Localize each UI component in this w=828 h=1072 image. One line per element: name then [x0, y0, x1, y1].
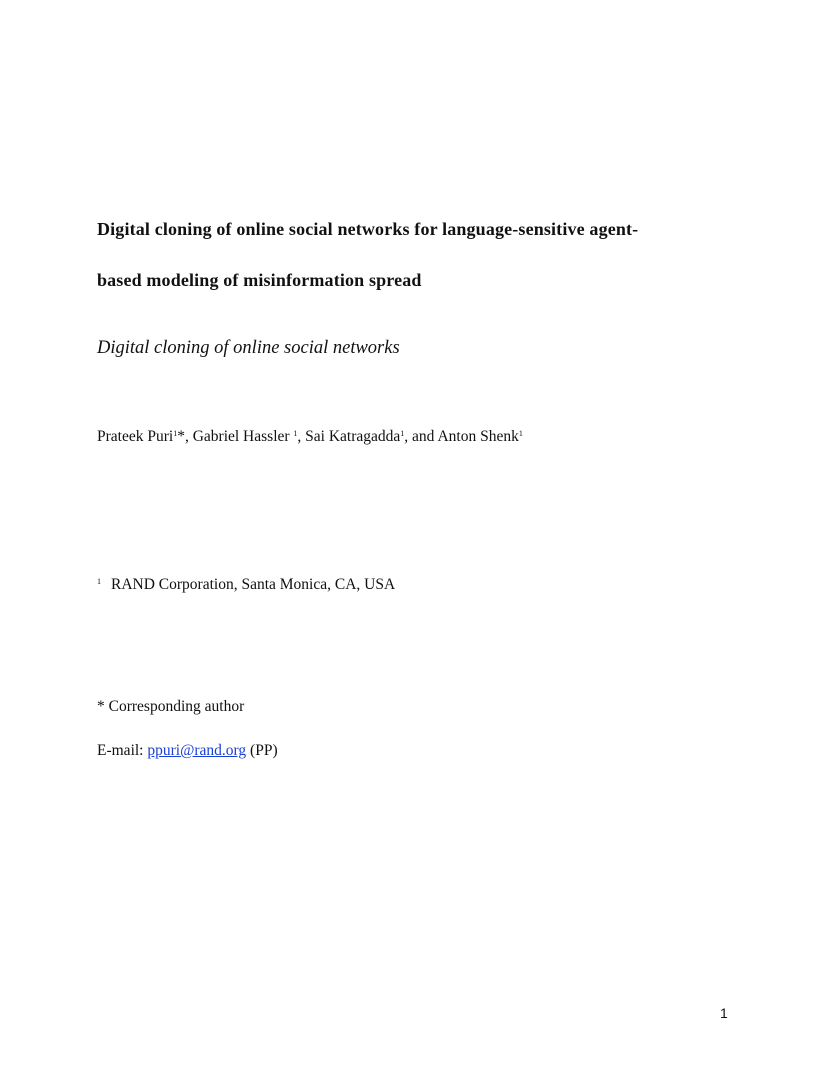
- author-separator: *,: [177, 428, 193, 445]
- author-name: Sai Katragadda: [305, 428, 401, 445]
- author-separator: ,: [297, 428, 306, 445]
- affiliation-mark: 1: [400, 428, 405, 438]
- affiliation-mark: 1: [97, 576, 101, 586]
- email-label: E-mail:: [97, 742, 148, 759]
- affiliation-text: RAND Corporation, Santa Monica, CA, USA: [111, 576, 396, 593]
- paper-title-line-2: based modeling of misinformation spread: [97, 270, 422, 290]
- email-line: [97, 742, 278, 760]
- corresponding-author-note: * Corresponding author: [97, 698, 245, 715]
- affiliation-mark: 1: [173, 428, 178, 438]
- paper-title-line-1: Digital cloning of online social networks for language-sensitive agent-: [97, 219, 639, 239]
- author-list: [97, 428, 523, 446]
- affiliation-mark: 1: [293, 428, 298, 438]
- running-title: Digital cloning of online social networks: [97, 338, 400, 358]
- author-name: Anton Shenk: [437, 428, 519, 445]
- page-number: 1: [720, 1005, 728, 1021]
- email-link[interactable]: ppuri@rand.org: [147, 742, 247, 759]
- author-name: Prateek Puri: [97, 428, 174, 445]
- email-suffix: (PP): [246, 742, 278, 759]
- affiliation-mark: 1: [518, 428, 523, 438]
- affiliation: [97, 576, 395, 594]
- author-separator: , and: [404, 428, 438, 445]
- author-name: Gabriel Hassler: [192, 428, 294, 445]
